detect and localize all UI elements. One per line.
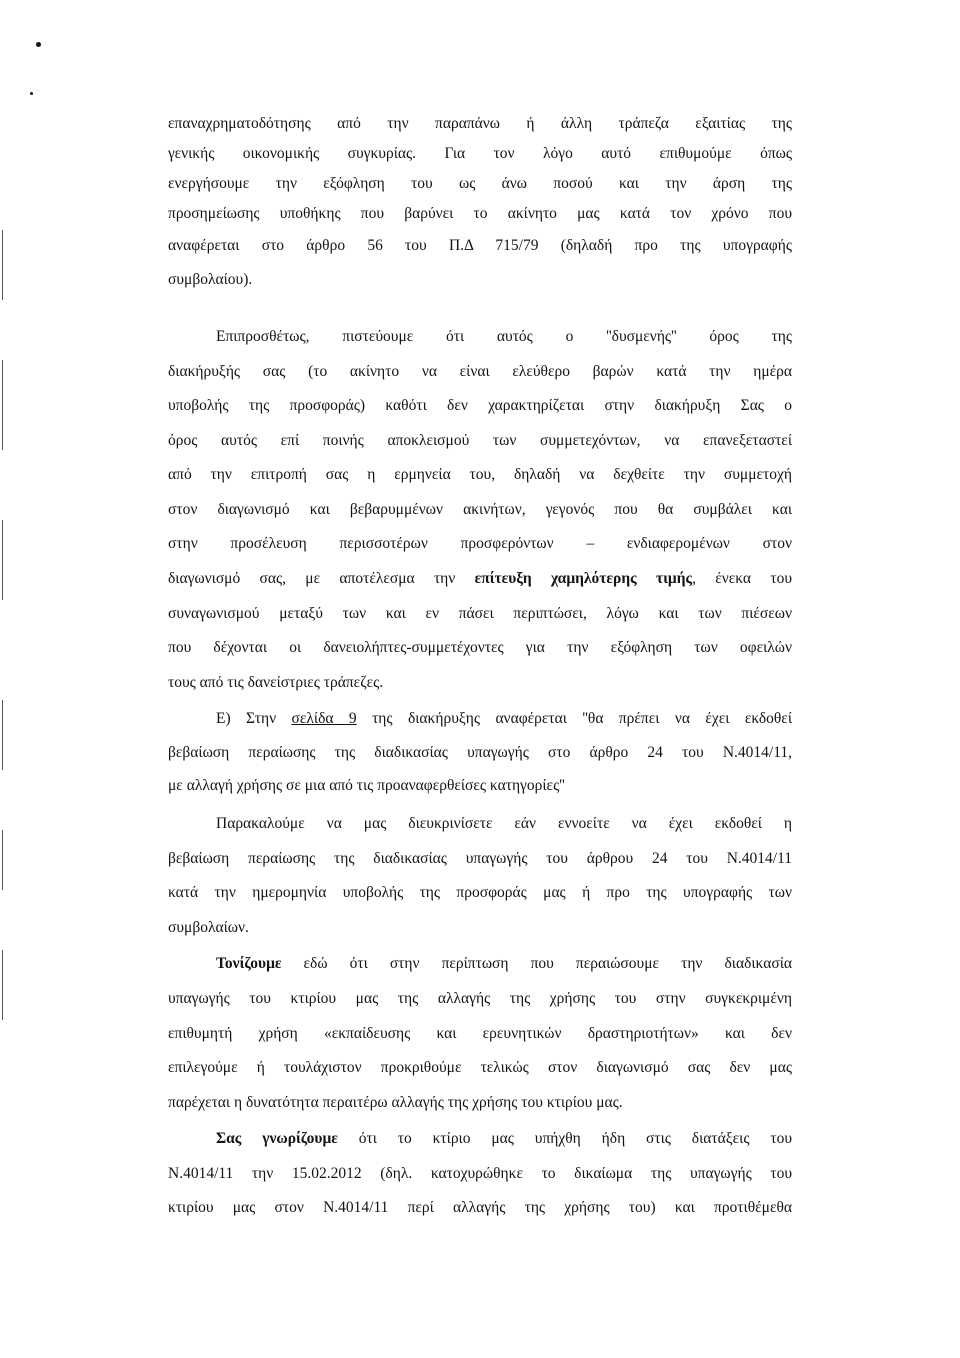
text-line: κτιρίου μας στον Ν.4014/11 περί αλλαγής της χρήσης του) και προτιθέμεθα xyxy=(168,1199,792,1216)
text-line: βεβαίωση περαίωσης της διαδικασίας υπαγωγής του άρθρου 24 του Ν.4014/11 xyxy=(168,850,792,867)
text-line: Επιπροσθέτως, πιστεύουμε ότι αυτός ο ''δυσμενής'' όρος της xyxy=(216,328,792,345)
text-line: γενικής οικονομικής συγκυρίας. Για τον λόγο αυτό επιθυμούμε όπως xyxy=(168,145,792,162)
scan-edge-line xyxy=(2,360,3,450)
text-line: Τονίζουμε εδώ ότι στην περίπτωση που περαιώσουμε την διαδικασία xyxy=(216,955,792,972)
text-line: Ν.4014/11 την 15.02.2012 (δηλ. κατοχυρώθηκε το δικαίωμα της υπαγωγής του xyxy=(168,1165,792,1182)
text-line: με αλλαγή χρήσης σε μια από τις προαναφερθείσες κατηγορίες'' xyxy=(168,777,565,794)
text-line: επιλεγούμε ή τουλάχιστον προκριθούμε τελικώς στον διαγωνισμό σας δεν μας xyxy=(168,1059,792,1076)
text-line: τους από τις δανείστριες τράπεζες. xyxy=(168,674,384,691)
scan-edge-line xyxy=(2,830,3,890)
text-line: Παρακαλούμε να μας διευκρινίσετε εάν εννοείτε να έχει εκδοθεί η xyxy=(216,815,792,832)
scan-edge-line xyxy=(2,950,3,1020)
text-line: υπαγωγής του κτιρίου μας της αλλαγής της χρήσης του στην συγκεκριμένη xyxy=(168,990,792,1007)
text-line: διαγωνισμό σας, με αποτέλεσμα την επίτευξη χαμηλότερης τιμής, ένεκα του xyxy=(168,570,792,587)
text-line: όρος αυτός επί ποινής αποκλεισμού των συμμετεχόντων, να επανεξεταστεί xyxy=(168,432,792,449)
text-line: ενεργήσουμε την εξόφληση του ως άνω ποσού και την άρση της xyxy=(168,175,792,192)
text-line: υποβολής της προσφοράς) καθότι δεν χαρακτηρίζεται στην διακήρυξη Σας ο xyxy=(168,397,792,414)
text-line: αναφέρεται στο άρθρο 56 του Π.Δ 715/79 (δηλαδή προ της υπογραφής xyxy=(168,237,792,254)
emphasis-text: Σας γνωρίζουμε xyxy=(216,1130,338,1147)
text-line: επιθυμητή χρήση «εκπαίδευσης και ερευνητικών δραστηριοτήτων» και δεν xyxy=(168,1025,792,1042)
text-line: συμβολαίου). xyxy=(168,271,253,288)
page-reference: σελίδα 9 xyxy=(291,710,357,727)
text-line: Ε) Στην σελίδα 9 της διακήρυξης αναφέρεται ''θα πρέπει να έχει εκδοθεί xyxy=(216,710,792,727)
text-line: επαναχρηματοδότησης από την παραπάνω ή άλλη τράπεζα εξαιτίας της xyxy=(168,115,792,132)
scan-dot xyxy=(36,42,41,47)
text-line: παρέχεται η δυνατότητα περαιτέρω αλλαγής της χρήσης του κτιρίου μας. xyxy=(168,1094,623,1111)
emphasis-text: Τονίζουμε xyxy=(216,955,282,972)
scan-edge-line xyxy=(2,700,3,770)
text-line: στον διαγωνισμό και βεβαρυμμένων ακινήτων, γεγονός που θα συμβάλει και xyxy=(168,501,792,518)
text-line: συμβολαίων. xyxy=(168,919,249,936)
scan-edge-line xyxy=(2,230,3,300)
emphasis-text: επίτευξη χαμηλότερης τιμής xyxy=(474,570,693,587)
text-line: προσημείωσης υποθήκης που βαρύνει το ακίνητο μας κατά τον χρόνο που xyxy=(168,205,792,222)
scan-edge-line xyxy=(2,520,3,600)
text-line: κατά την ημερομηνία υποβολής της προσφοράς μας ή προ της υπογραφής των xyxy=(168,884,792,901)
scan-dot xyxy=(30,92,33,95)
text-line: συναγωνισμού μεταξύ των και εν πάσει περιπτώσει, λόγω και των πιέσεων xyxy=(168,605,792,622)
text-line: Σας γνωρίζουμε ότι το κτίριο μας υπήχθη ήδη στις διατάξεις του xyxy=(216,1130,792,1147)
text-line: που δέχονται οι δανειολήπτες-συμμετέχοντες για την εξόφληση των οφειλών xyxy=(168,639,792,656)
text-line: στην προσέλευση περισσοτέρων προσφερόντων – ενδιαφερομένων στον xyxy=(168,535,792,552)
text-line: βεβαίωση περαίωσης της διαδικασίας υπαγωγής στο άρθρο 24 του Ν.4014/11, xyxy=(168,744,792,761)
text-line: από την επιτροπή σας η ερμηνεία του, δηλαδή να δεχθείτε την συμμετοχή xyxy=(168,466,792,483)
text-line: διακήρυξής σας (το ακίνητο να είναι ελεύθερο βαρών κατά την ημέρα xyxy=(168,363,792,380)
